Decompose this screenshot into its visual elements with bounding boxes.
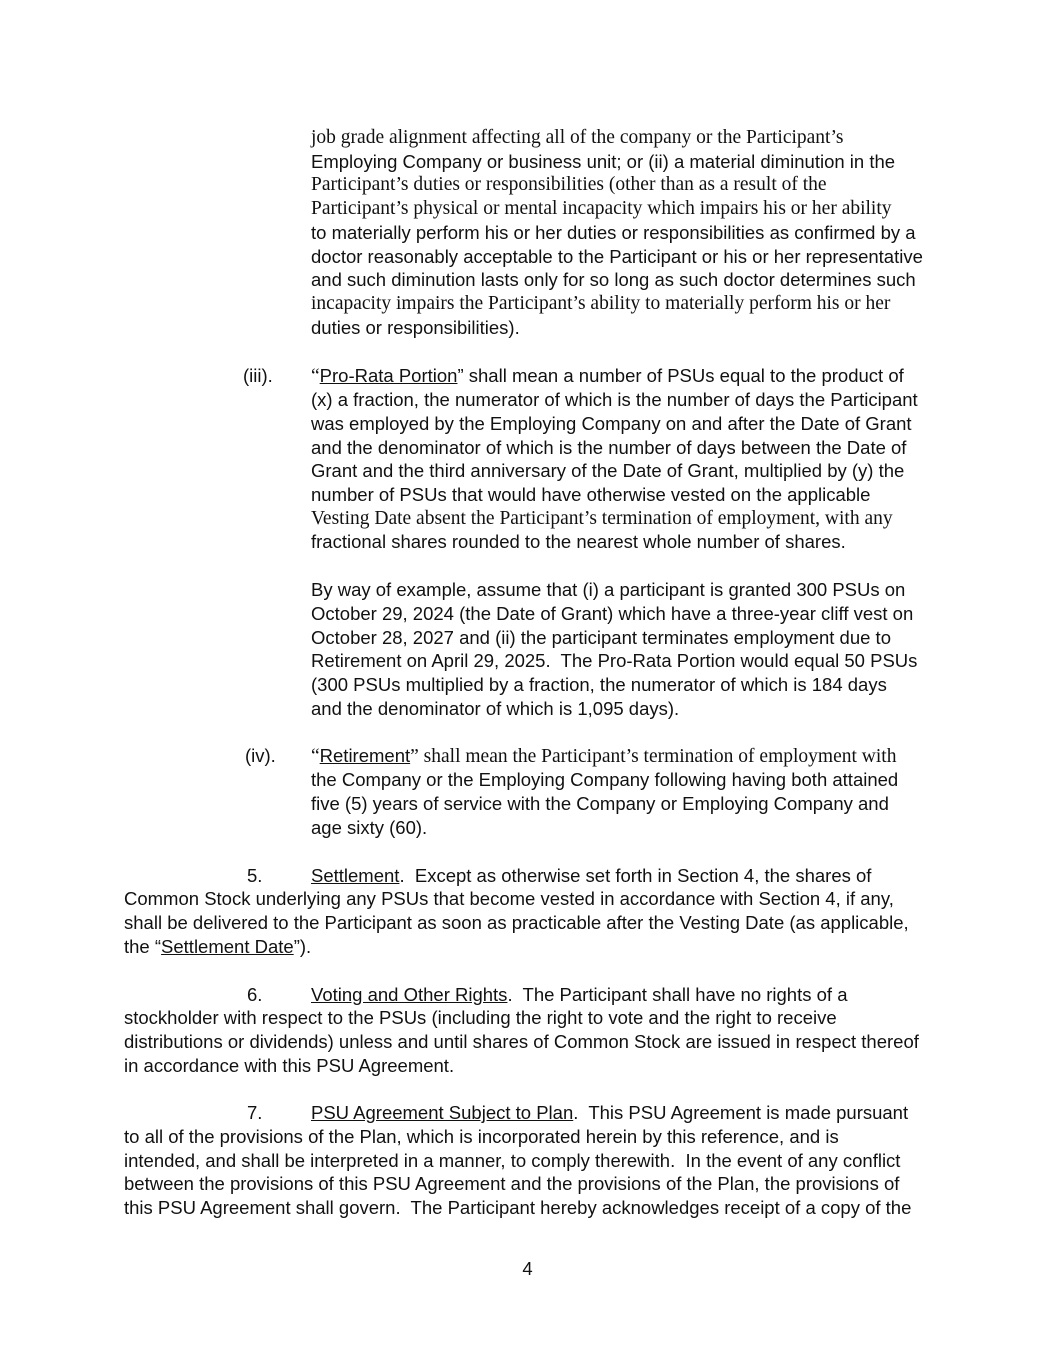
section-text: the “	[124, 936, 162, 957]
paragraph-line: (x) a fraction, the numerator of which is the number of days the Participant	[311, 389, 918, 410]
definition-first-line	[311, 364, 904, 389]
defined-term: Pro-Rata Portion	[319, 365, 458, 386]
paragraph-line: to materially perform his or her duties or responsibilities as confirmed by a	[311, 222, 916, 243]
item-number: (iii).	[243, 365, 273, 386]
page-number: 4	[522, 1258, 533, 1279]
section-heading: Settlement	[311, 865, 400, 886]
paragraph-line: incapacity impairs the Participant’s ability to materially perform his or her	[311, 293, 891, 314]
paragraph-line: By way of example, assume that (i) a participant is granted 300 PSUs on	[311, 579, 906, 600]
paragraph-line: this PSU Agreement shall govern. The Participant hereby acknowledges receipt of a copy of the	[124, 1197, 912, 1218]
paragraph-line: duties or responsibilities).	[311, 317, 520, 338]
section-first-line	[311, 1101, 908, 1125]
paragraph-line: Participant’s duties or responsibilities (other than as a result of the	[311, 174, 827, 195]
section-first-line	[311, 864, 871, 888]
paragraph-line: to all of the provisions of the Plan, which is incorporated herein by this reference, and is	[124, 1126, 839, 1147]
paragraph-line: Vesting Date absent the Participant’s termination of employment, with any	[311, 508, 893, 529]
paragraph-line: number of PSUs that would have otherwise vested on the applicable	[311, 484, 871, 505]
paragraph-line: October 29, 2024 (the Date of Grant) which have a three-year cliff vest on	[311, 603, 914, 624]
section-number: 7.	[247, 1102, 263, 1123]
defined-term: Retirement	[319, 745, 411, 766]
open-quote: “	[311, 746, 320, 767]
paragraph-line: five (5) years of service with the Company or Employing Company and	[311, 793, 889, 814]
paragraph-line: job grade alignment affecting all of the company or the Participant’s	[311, 127, 844, 148]
paragraph-line: distributions or dividends) unless and until shares of Common Stock are issued in respect thereof	[124, 1031, 919, 1052]
definition-first-line	[311, 744, 896, 769]
section-heading: PSU Agreement Subject to Plan	[311, 1102, 574, 1123]
paragraph-line: October 28, 2027 and (ii) the participant terminates employment due to	[311, 627, 891, 648]
paragraph-line: stockholder with respect to the PSUs (including the right to vote and the right to receive	[124, 1007, 837, 1028]
paragraph-line: in accordance with this PSU Agreement.	[124, 1055, 455, 1076]
paragraph-line: doctor reasonably acceptable to the Participant or his or her representative	[311, 246, 923, 267]
paragraph-line: and such diminution lasts only for so long as such doctor determines such	[311, 269, 916, 290]
section-number: 6.	[247, 984, 263, 1005]
paragraph-line: fractional shares rounded to the nearest whole number of shares.	[311, 531, 846, 552]
definition-text: ” shall mean the Participant’s termination of employment with	[410, 746, 897, 767]
section-text: . This PSU Agreement is made pursuant	[573, 1102, 909, 1123]
paragraph-line: Employing Company or business unit; or (ii) a material diminution in the	[311, 151, 896, 172]
section-text: . The Participant shall have no rights of a	[507, 984, 848, 1005]
paragraph-line: the Company or the Employing Company following having both attained	[311, 769, 899, 790]
paragraph-line: was employed by the Employing Company on and after the Date of Grant	[311, 413, 912, 434]
item-number: (iv).	[245, 745, 276, 766]
paragraph-line: Retirement on April 29, 2025. The Pro-Rata Portion would equal 50 PSUs	[311, 650, 918, 671]
open-quote: “	[311, 366, 320, 387]
paragraph-line	[124, 935, 311, 959]
paragraph-line: between the provisions of this PSU Agreement and the provisions of the Plan, the provisions of	[124, 1173, 900, 1194]
section-text: . Except as otherwise set forth in Section 4, the shares of	[399, 865, 872, 886]
section-text: ”).	[293, 936, 312, 957]
paragraph-line: Participant’s physical or mental incapacity which impairs his or her ability	[311, 198, 892, 219]
definition-text: ” shall mean a number of PSUs equal to the product of	[457, 365, 904, 386]
paragraph-line: Common Stock underlying any PSUs that become vested in accordance with Section 4, if any,	[124, 888, 894, 909]
section-heading: Voting and Other Rights	[311, 984, 508, 1005]
paragraph-line: and the denominator of which is 1,095 days).	[311, 698, 680, 719]
paragraph-line: and the denominator of which is the number of days between the Date of	[311, 437, 907, 458]
paragraph-line: (300 PSUs multiplied by a fraction, the numerator of which is 184 days	[311, 674, 887, 695]
paragraph-line: shall be delivered to the Participant as soon as practicable after the Vesting Date (as applicable,	[124, 912, 909, 933]
paragraph-line: age sixty (60).	[311, 817, 428, 838]
defined-term: Settlement Date	[161, 936, 294, 957]
section-number: 5.	[247, 865, 263, 886]
paragraph-line: Grant and the third anniversary of the Date of Grant, multiplied by (y) the	[311, 460, 905, 481]
section-first-line	[311, 983, 847, 1007]
paragraph-line: intended, and shall be interpreted in a manner, to comply therewith. In the event of any conflict	[124, 1150, 901, 1171]
